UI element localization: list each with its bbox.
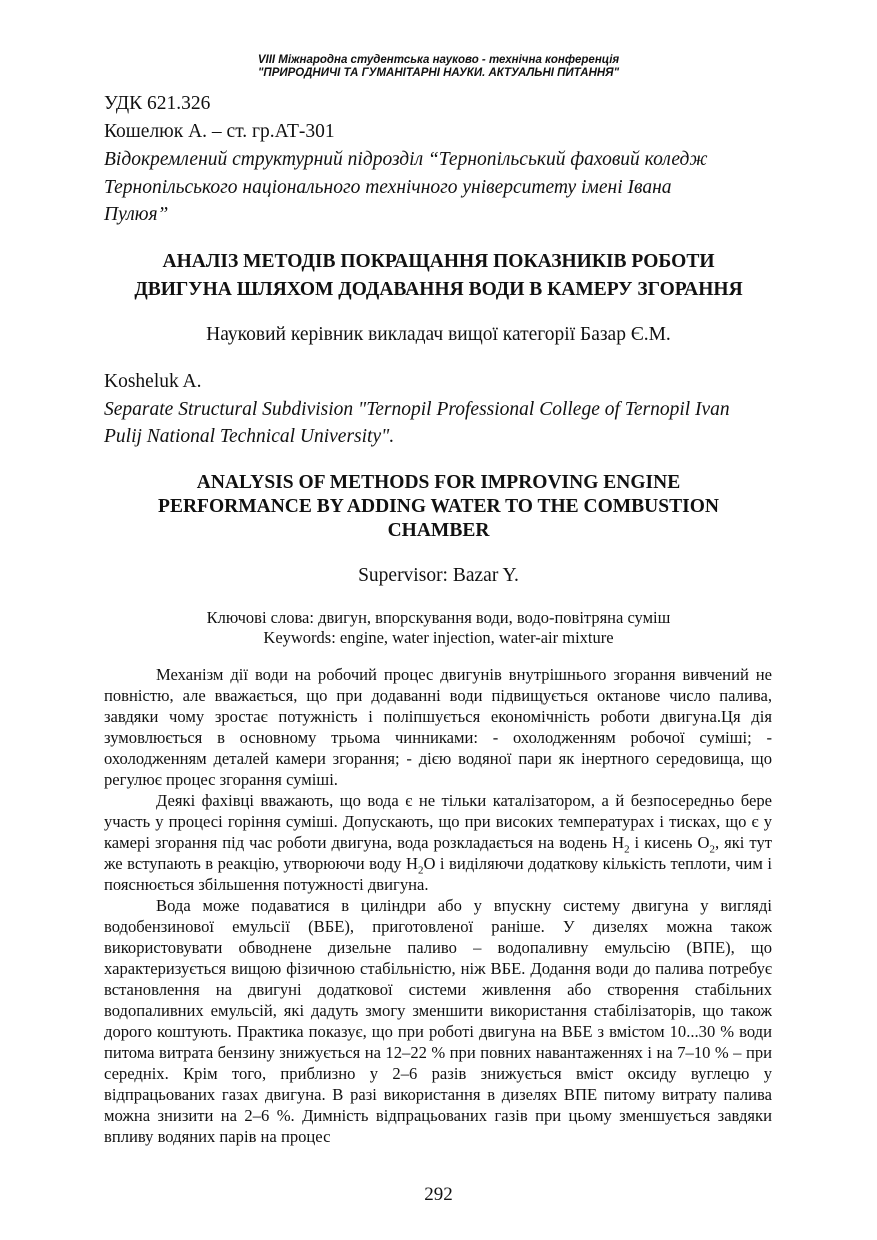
paragraph-2-part-b: і кисень O: [629, 833, 710, 852]
paragraph-3: Вода може подаватися в циліндри або у впускну систему двигуна у вигляді водобензинової емульсії (ВБЕ), приготовленої раніше. У дизелях можна також використовувати обводнене дизельне паливо – водопаливну емульсію (ВПЕ), що характеризується вищою фізичною стабільністю, ніж ВБЕ. Додання води до палива потребує встановлення на двигуні додаткової системи живлення або створення стабільних водопаливних емульсій, які дадуть змогу зменшити використання стабілізаторів, що також дорого коштують. Практика показує, що при роботі двигуна на ВБЕ з вмістом 10...30 % води питома витрата бензину знижується на 12–22 % при повних навантаженнях і на 7–10 % – при середніх. Крім того, приблизно у 2–6 разів знижується вміст оксиду вуглецю у відпрацьованих газах двигуна. В разі використання в дизелях ВПЕ питому витрату палива можна знизити на 2–6 %. Димність відпрацьованих газів при цьому зменшується завдяки впливу водяних парів на процес: [104, 896, 772, 1146]
title-en-line-3: CHAMBER: [387, 520, 490, 541]
affiliation-ua-line-1: Відокремлений структурний підрозділ “Тернопільський фаховий коледж: [104, 149, 708, 170]
subscript-2: 2: [709, 843, 715, 856]
paragraph-2-part-d: O і виділяючи додаткову кількість теплоти, чим і пояснюється збільшення потужності двигуна.: [104, 854, 772, 894]
udk-code: УДК 621.326: [104, 93, 211, 114]
affiliation-en-line-2: Pulij National Technical University".: [104, 426, 395, 447]
affiliation-en-line-1: Separate Structural Subdivision "Ternopil Professional College of Ternopil Ivan: [104, 399, 730, 420]
author-ua: Кошелюк А. – ст. гр.АТ-301: [104, 121, 335, 142]
conference-header-line-2: "ПРИРОДНИЧІ ТА ГУМАНІТАРНІ НАУКИ. АКТУАЛЬНІ ПИТАННЯ": [257, 67, 620, 79]
article-body: [104, 664, 772, 1147]
keywords-en: Keywords: engine, water injection, water-air mixture: [263, 628, 614, 647]
title-en-line-1: ANALYSIS OF METHODS FOR IMPROVING ENGINE: [196, 472, 681, 493]
paragraph-1: Механізм дії води на робочий процес двигунів внутрішнього згорання вивчений не повністю, але вважається, що при додаванні води підвищується октанове число палива, завдяки чому зростає потужність і поліпшується економічність роботи двигуна.Ця дія зумовлюється в основному трьома чинниками: - охолодженням робочої суміші; - охолодженням деталей камери згорання; - дією водяної пари як інертного середовища, що регулює процес згорання суміші.: [104, 665, 772, 789]
conference-header-line-1: VIII Міжнародна студентська науково - технічна конференція: [257, 54, 620, 66]
affiliation-ua-line-3: Пулюя”: [104, 204, 169, 225]
title-ua-line-2: ДВИГУНА ШЛЯХОМ ДОДАВАННЯ ВОДИ В КАМЕРУ ЗГОРАННЯ: [134, 279, 743, 300]
affiliation-ua-line-2: Тернопільського національного технічного університету імені Івана: [104, 177, 672, 198]
conference-header: [0, 54, 877, 80]
title-ua-line-1: АНАЛІЗ МЕТОДІВ ПОКРАЩАННЯ ПОКАЗНИКІВ РОБОТИ: [162, 251, 715, 272]
supervisor-en: Supervisor: Bazar Y.: [358, 565, 519, 586]
paragraph-2-part-a: Деякі фахівці вважають, що вода є не тільки каталізатором, а й безпосередньо бере участь у процесі горіння суміші. Допускають, що при високих температурах і тисках, що є у камері згорання під час роботи двигуна, вода розкладається на водень H: [104, 791, 772, 852]
subscript-2: 2: [624, 843, 630, 856]
page-number: 292: [424, 1184, 453, 1205]
paragraph-2: [104, 790, 772, 895]
author-en: Kosheluk A.: [104, 371, 202, 392]
supervisor-ua: Науковий керівник викладач вищої категорії Базар Є.М.: [206, 324, 671, 345]
paragraph-2-part-c: , які тут же вступають в реакцію, утворюючи воду H: [104, 833, 772, 873]
keywords-ua: Ключові слова: двигун, впорскування води, водо-повітряна суміш: [206, 608, 671, 627]
subscript-2: 2: [417, 864, 424, 877]
title-en-line-2: PERFORMANCE BY ADDING WATER TO THE COMBUSTION: [158, 496, 719, 517]
